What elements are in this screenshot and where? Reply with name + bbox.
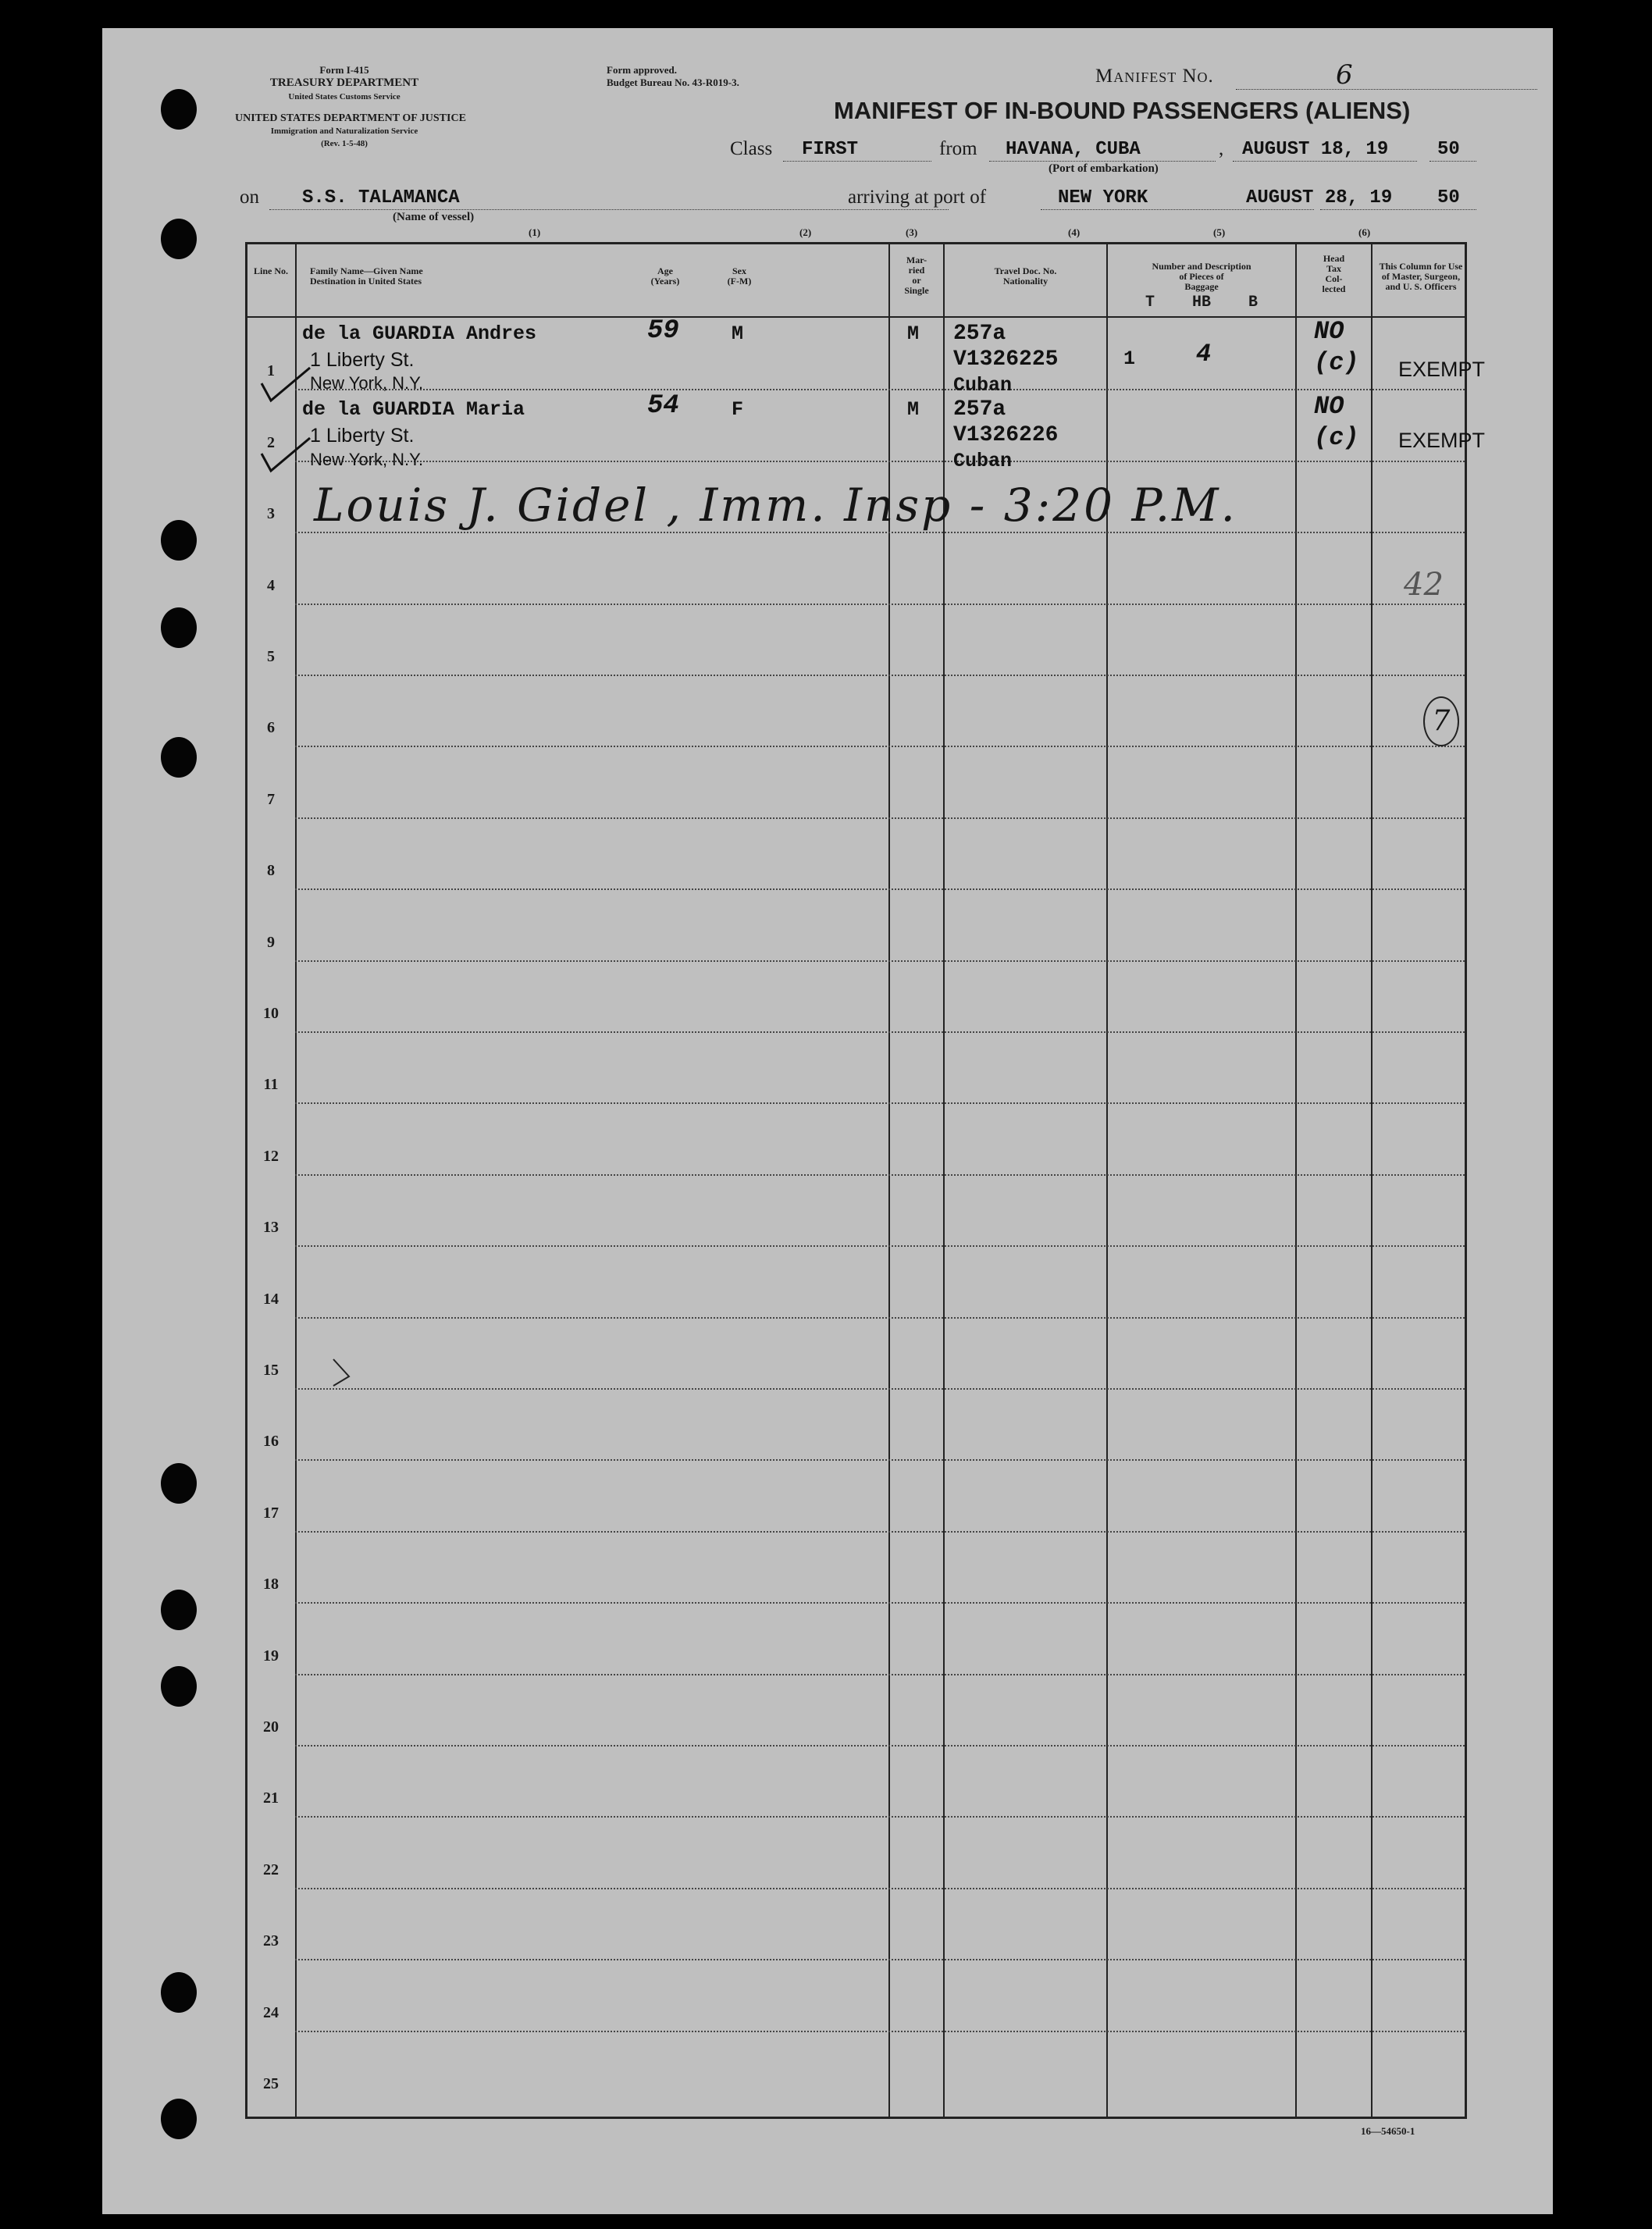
- vessel-value: S.S. TALAMANCA: [302, 187, 460, 208]
- port-embarkation-caption: (Port of embarkation): [1049, 162, 1159, 175]
- manifest-no-value: 6: [1336, 59, 1353, 91]
- row-divider: [295, 1816, 1465, 1818]
- col-divider: [295, 244, 297, 2117]
- line-number: 1: [267, 362, 275, 380]
- binder-hole: [161, 737, 197, 778]
- passenger-city: New York, N.Y.: [310, 450, 424, 469]
- date-from: AUGUST 18, 19: [1242, 139, 1389, 160]
- row-divider: [295, 461, 1465, 462]
- check-mark-icon: [255, 361, 318, 408]
- row-divider: [295, 1102, 1465, 1104]
- line-number: 17: [263, 1504, 279, 1522]
- justice-department: UNITED STATES DEPARTMENT OF JUSTICE: [235, 112, 466, 124]
- col-num-3: (3): [906, 226, 918, 238]
- binder-hole: [161, 607, 197, 648]
- passenger-married: M: [907, 398, 920, 421]
- date-from-line: [1233, 161, 1417, 162]
- manifest-page: [102, 28, 1553, 2214]
- binder-hole: [161, 2099, 197, 2139]
- header-sex: Sex (F-M): [727, 265, 752, 287]
- passenger-married: M: [907, 322, 920, 345]
- line-number: 15: [263, 1362, 279, 1379]
- passenger-doc-number: V1326225: [953, 347, 1059, 372]
- line-number: 24: [263, 2003, 279, 2021]
- passenger-name: de la GUARDIA Andres: [302, 322, 537, 345]
- footer-code: 16—54650-1: [1361, 2125, 1415, 2137]
- header-baggage-sub: T HB B: [1145, 294, 1259, 312]
- passenger-doc: 257a: [953, 322, 1006, 346]
- baggage-hand: 4: [1196, 340, 1212, 369]
- form-approved: Form approved.: [607, 64, 678, 76]
- row-divider: [295, 532, 1465, 533]
- col-divider: [1371, 244, 1373, 2117]
- passenger-doc: 257a: [953, 397, 1006, 422]
- row-divider: [295, 888, 1465, 890]
- revision: (Rev. 1-5-48): [321, 139, 368, 148]
- row-divider: [295, 817, 1465, 819]
- line-number: 7: [267, 790, 275, 808]
- row-divider: [295, 675, 1465, 676]
- passenger-nationality: Cuban: [953, 374, 1013, 397]
- line-number: 23: [263, 1932, 279, 1950]
- line-number: 6: [267, 719, 275, 737]
- line-number: 5: [267, 648, 275, 665]
- officer-note: EXEMPT: [1398, 358, 1486, 381]
- passenger-city: New York, N.Y.: [310, 373, 424, 393]
- col-num-6: (6): [1358, 226, 1371, 238]
- binder-hole: [161, 1666, 197, 1707]
- on-label: on: [240, 187, 259, 208]
- header-name: Family Name—Given Name Destination in United States: [310, 265, 423, 287]
- passenger-sex: F: [732, 398, 744, 421]
- margin-note: 42: [1404, 567, 1444, 603]
- binder-hole: [161, 1463, 197, 1504]
- row-divider: [295, 389, 1465, 390]
- passenger-age: 59: [647, 316, 679, 346]
- header-age: Age (Years): [650, 265, 680, 287]
- customs-service: United States Customs Service: [288, 92, 401, 101]
- line-number: 18: [263, 1576, 279, 1593]
- passenger-age: 54: [647, 391, 679, 421]
- budget-bureau: Budget Bureau No. 43-R019-3.: [607, 77, 739, 88]
- binder-hole: [161, 1972, 197, 2013]
- check-mark-icon: [255, 432, 318, 479]
- header-line-no: Line No.: [253, 265, 288, 276]
- arriving-label: arriving at port of: [848, 187, 987, 208]
- comma-1: ,: [1219, 138, 1224, 159]
- passenger-table: [245, 242, 1486, 2119]
- line-number: 2: [267, 433, 275, 451]
- line-number: 4: [267, 576, 275, 594]
- line-number: 3: [267, 505, 275, 523]
- line-number: 14: [263, 1290, 279, 1308]
- binder-hole: [161, 520, 197, 561]
- passenger-sex: M: [732, 322, 744, 345]
- col-num-5: (5): [1213, 226, 1226, 238]
- passenger-name: de la GUARDIA Maria: [302, 398, 525, 421]
- inspector-signature: Louis J. Gidel , Imm. Insp - 3:20 P.M.: [314, 479, 1237, 532]
- col-num-4: (4): [1068, 226, 1081, 238]
- header-head-tax: Head Tax Col- lected: [1322, 253, 1346, 294]
- year-from: 50: [1437, 139, 1460, 160]
- col-divider: [1295, 244, 1297, 2117]
- line-number: 20: [263, 1718, 279, 1736]
- header-married: Mar- ried or Single: [904, 255, 929, 296]
- row-divider: [295, 1245, 1465, 1247]
- passenger-address: 1 Liberty St.: [310, 349, 415, 371]
- line-number: 13: [263, 1219, 279, 1237]
- ins-service: Immigration and Naturalization Service: [270, 126, 418, 136]
- binder-hole: [161, 1590, 197, 1630]
- officer-note: EXEMPT: [1398, 429, 1486, 452]
- passenger-address: 1 Liberty St.: [310, 425, 415, 447]
- row-divider: [295, 1531, 1465, 1533]
- line-number: 8: [267, 862, 275, 880]
- row-divider: [295, 1459, 1465, 1461]
- col-num-2: (2): [799, 226, 812, 238]
- date-arrival: AUGUST 28, 19: [1246, 187, 1393, 208]
- manifest-title: MANIFEST OF IN-BOUND PASSENGERS (ALIENS): [834, 97, 1411, 124]
- circled-note: [1423, 696, 1459, 746]
- line-number: 25: [263, 2075, 279, 2092]
- row-divider: [295, 1031, 1465, 1033]
- row-divider: [295, 1317, 1465, 1319]
- row-divider: [295, 1674, 1465, 1675]
- header-officers: This Column for Use of Master, Surgeon, and U. S. Officers: [1379, 261, 1463, 292]
- from-line: [989, 161, 1216, 162]
- class-value: FIRST: [802, 139, 859, 160]
- row-divider: [295, 960, 1465, 962]
- header-travel-doc: Travel Doc. No. Nationality: [994, 265, 1057, 287]
- line-number: 19: [263, 1647, 279, 1665]
- year-arrival: 50: [1437, 187, 1460, 208]
- vessel-line: [269, 209, 949, 210]
- passenger-doc-number: V1326226: [953, 423, 1059, 447]
- header-baggage: Number and Description of Pieces of Baggage: [1152, 261, 1251, 292]
- row-divider: [295, 604, 1465, 605]
- head-tax: NO (c): [1314, 392, 1359, 452]
- treasury-department: TREASURY DEPARTMENT: [269, 77, 419, 89]
- class-line: [783, 161, 931, 162]
- header-divider: [247, 316, 1465, 318]
- line-number: 9: [267, 933, 275, 951]
- col-num-1: (1): [529, 226, 541, 238]
- baggage-trunks: 1: [1123, 347, 1136, 370]
- manifest-no-line: [1236, 89, 1537, 90]
- head-tax: NO (c): [1314, 317, 1359, 377]
- line-number: 16: [263, 1433, 279, 1451]
- form-number: Form I-415: [319, 64, 369, 76]
- row-divider: [295, 1388, 1465, 1390]
- date-arrival-line: [1320, 209, 1476, 210]
- row-divider: [295, 1888, 1465, 1889]
- vessel-caption: (Name of vessel): [393, 211, 475, 223]
- line-number: 21: [263, 1789, 279, 1807]
- pen-mark-icon: [326, 1353, 372, 1392]
- from-value: HAVANA, CUBA: [1006, 139, 1141, 160]
- line-number: 10: [263, 1005, 279, 1022]
- row-divider: [295, 2031, 1465, 2032]
- circled-note-value: 7: [1432, 705, 1451, 737]
- arrival-port-line: [1041, 209, 1314, 210]
- row-divider: [295, 1174, 1465, 1176]
- line-number: 11: [263, 1076, 279, 1094]
- passenger-nationality: Cuban: [953, 450, 1013, 472]
- class-label: Class: [730, 138, 773, 159]
- arrival-port: NEW YORK: [1058, 187, 1148, 208]
- from-label: from: [939, 138, 977, 159]
- row-divider: [295, 746, 1465, 747]
- year-from-line: [1429, 161, 1476, 162]
- binder-hole: [161, 219, 197, 259]
- row-divider: [295, 1959, 1465, 1960]
- line-number: 22: [263, 1860, 279, 1878]
- binder-hole: [161, 89, 197, 130]
- row-divider: [295, 1602, 1465, 1604]
- row-divider: [295, 1745, 1465, 1747]
- manifest-no-label: Manifest No.: [1095, 66, 1214, 87]
- line-number: 12: [263, 1147, 279, 1165]
